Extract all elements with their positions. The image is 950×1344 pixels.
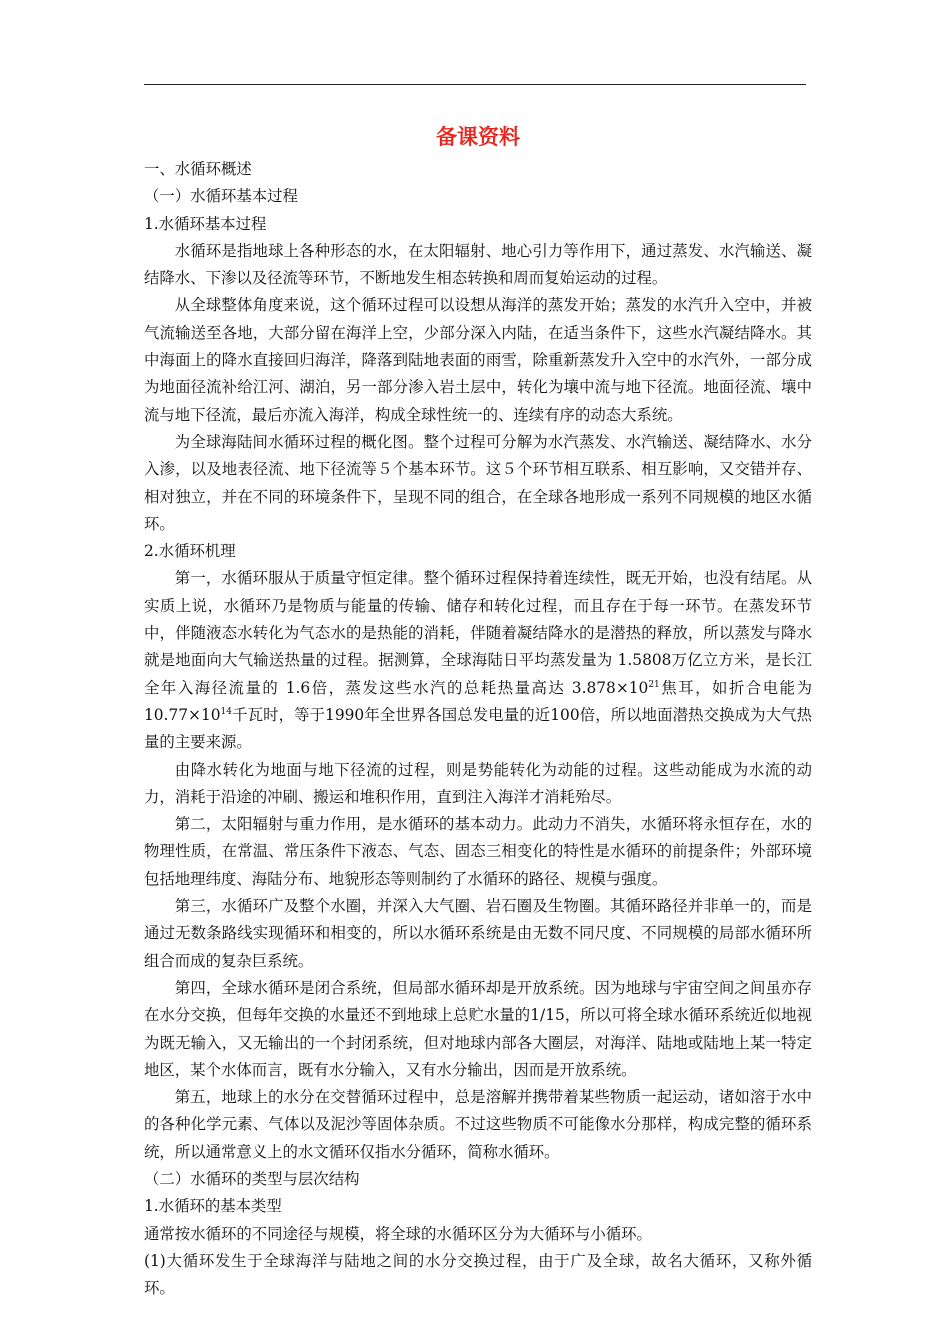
paragraph: 第二，太阳辐射与重力作用，是水循环的基本动力。此动力不消失，水循环将永恒存在，水的物理性质，在常温、常压条件下液态、气态、固态三相变化的特性是水循环的前提条件；外部环境包括地理纬度、海陆分布、地貌形态等则制约了水循环的路径、规模与强度。 [144, 815, 812, 888]
paragraph: 由降水转化为地面与地下径流的过程，则是势能转化为动能的过程。这些动能成为水流的动力，消耗于沿途的冲刷、搬运和堆积作用，直到注入海洋才消耗殆尽。 [144, 760, 812, 806]
paragraph: 第三，水循环广及整个水圈，并深入大气圈、岩石圈及生物圈。其循环路径并非单一的，而是通过无数条路线实现循环和相变的，所以水循环系统是由无数不同尺度、不同规模的局部水循环所组合而成的复杂巨系统。 [144, 897, 812, 970]
header-rule [144, 84, 806, 85]
exponent: 21 [648, 679, 660, 690]
paragraph-text: 焦耳，如折合电能为10.77×10 [144, 678, 812, 724]
item-heading: 1.水循环的基本类型 [144, 1197, 282, 1216]
subsection-heading: （二）水循环的类型与层次结构 [144, 1169, 360, 1188]
paragraph: 第四，全球水循环是闭合系统，但局部水循环却是开放系统。因为地球与宇宙空间之间虽亦存在水分交换，但每年交换的水量还不到地球上总贮水量的1/15，所以可将全球水循环系统近似地视为既无输入，又无输出的一个封闭系统，但对地球内部各大圈层，对海洋、陆地或陆地上某一特定地区，某个水体而言，既有水分输入，又有水分输出，因而是开放系统。 [144, 978, 812, 1079]
paragraph: 从全球整体角度来说，这个循环过程可以设想从海洋的蒸发开始；蒸发的水汽升入空中，并被气流输送至各地，大部分留在海洋上空，少部分深入内陆，在适当条件下，这些水汽凝结降水。其中海面上的降水直接回归海洋，降落到陆地表面的雨雪，除重新蒸发升入空中的水汽外，一部分成为地面径流补给江河、湖泊，另一部分渗入岩土层中，转化为壤中流与地下径流。地面径流、壤中流与地下径流，最后亦流入海洋，构成全球性统一的、连续有序的动态大系统。 [144, 296, 812, 424]
document-body [144, 120, 812, 1302]
paragraph: 为全球海陆间水循环过程的概化图。整个过程可分解为水汽蒸发、水汽输送、凝结降水、水分入渗，以及地表径流、地下径流等５个基本环节。这５个环节相互联系、相互影响，又交错并存、相对独立，并在不同的环境条件下，呈现不同的组合，在全球各地形成一系列不同规模的地区水循环。 [144, 432, 812, 533]
section-heading: 一、水循环概述 [144, 160, 252, 178]
document-title: 备课资料 [436, 125, 520, 149]
paragraph: 通常按水循环的不同途径与规模，将全球的水循环区分为大循环与小循环。 [144, 1224, 652, 1243]
subsection-heading: （一）水循环基本过程 [144, 187, 298, 206]
paragraph: (1)大循环发生于全球海洋与陆地之间的水分交换过程，由于广及全球，故名大循环，又称外循环。 [144, 1251, 812, 1298]
paragraph-text: 千瓦时，等于1990年全世界各国总发电量的近100倍，所以地面潜热交换成为大气热量的主要来源。 [144, 705, 812, 752]
item-heading: 2.水循环机理 [144, 542, 236, 561]
exponent: 14 [220, 706, 232, 717]
paragraph-mechanism-1 [144, 565, 812, 756]
paragraph: 第五，地球上的水分在交替循环过程中，总是溶解并携带着某些物质一起运动，诸如溶于水中的各种化学元素、气体以及泥沙等固体杂质。不过这些物质不可能像水分那样，构成完整的循环系统，所以通常意义上的水文循环仅指水分循环，简称水循环。 [144, 1088, 812, 1161]
item-heading: 1.水循环基本过程 [144, 214, 267, 233]
paragraph: 水循环是指地球上各种形态的水，在太阳辐射、地心引力等作用下，通过蒸发、水汽输送、凝结降水、下渗以及径流等环节，不断地发生相态转换和周而复始运动的过程。 [144, 241, 812, 288]
paragraph-text: 第一，水循环服从于质量守恒定律。整个循环过程保持着连续性，既无开始，也没有结尾。从实质上说，水循环乃是物质与能量的传输、储存和转化过程，而且存在于每一环节。在蒸发环节中，伴随液态水转化为气态水的是热能的消耗，伴随着凝结降水的是潜热的释放，所以蒸发与降水就是地面向大气输送热量的过程。据测算，全球海陆日平均蒸发量为 1.5808万亿立方米，是长江全年入海径流量的 1.6倍，蒸发这些水汽的总耗热量高达 3.878×10 [144, 569, 812, 697]
